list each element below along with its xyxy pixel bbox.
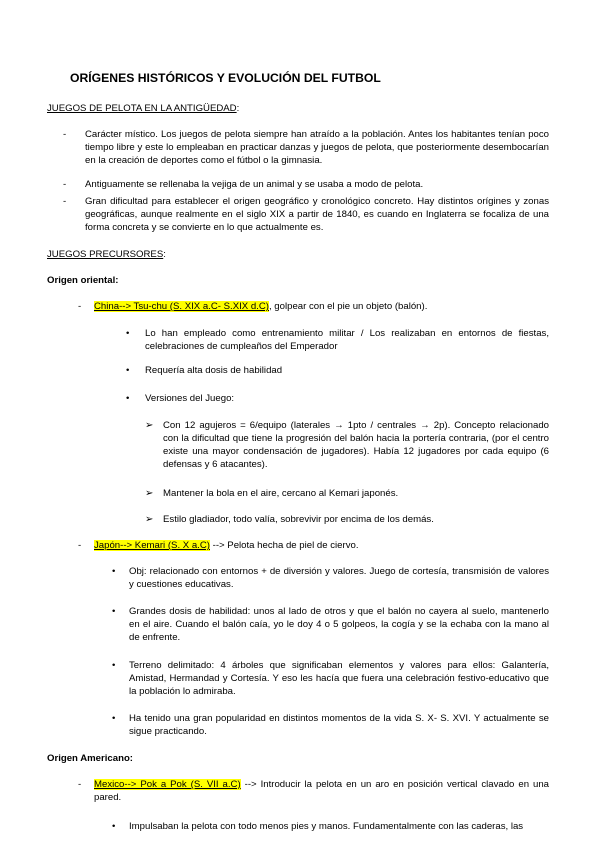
subheading-americano: Origen Americano: <box>47 753 134 764</box>
list-item: Obj: relacionado con entornos + de diversión y valores. Juego de cortesía, transmisión de valores y cuestiones educativas. <box>129 566 549 590</box>
list-item: Gran dificultad para establecer el origen geográfico y cronológico concreto. Hay distintos orígines y zonas geográficas, aunque realmente en el siglo XIX a partir de 1840, es cuando en Inglaterra se focaliza de una forma concreta y se convierte en lo que actualmente es. <box>85 196 549 233</box>
mexico-entry <box>94 778 549 804</box>
entry-description: , golpear con el pie un objeto (balón). <box>268 301 428 312</box>
highlighted-term: China--> Tsu-chu (S. XIX a.C- S.XIX d.C) <box>94 301 269 312</box>
heading-text: JUEGOS PRECURSORES <box>47 249 164 260</box>
bullet-marker: • <box>126 328 130 339</box>
list-item: Requería alta dosis de habilidad <box>145 365 283 376</box>
highlighted-term: Mexico--> Pok a Pok (S. VII a.C) <box>94 779 241 790</box>
entry-description: --> Pelota hecha de piel de ciervo. <box>209 540 359 551</box>
list-item: Ha tenido una gran popularidad en distintos momentos de la vida S. X- S. XVI. Y actualmente se sigue practicando. <box>129 713 549 737</box>
list-item: Antiguamente se rellenaba la vejiga de un animal y se usaba a modo de pelota. <box>85 179 424 190</box>
highlighted-term: Japón--> Kemari (S. X a.C) <box>94 540 210 551</box>
heading-colon: : <box>236 103 240 114</box>
heading-colon: : <box>163 249 166 260</box>
arrow-bullet-icon: ➢ <box>145 420 154 431</box>
dash-marker: - <box>78 301 82 312</box>
dash-marker: - <box>63 129 67 140</box>
bullet-marker: • <box>112 566 116 577</box>
list-item: Versiones del Juego: <box>145 393 235 404</box>
dash-marker: - <box>63 179 67 190</box>
list-item: Con 12 agujeros = 6/equipo (laterales → 1pto / centrales → 2p). Concepto relacionado con la dificultad que tiene la progresión del balón hacia la portería contraria, (por el centro existe una mayor condensación de jugadores). Había 12 jugadores por cada equipo (6 defensas y 6 atacantes). <box>163 420 549 470</box>
bullet-marker: • <box>126 393 130 404</box>
list-item: Terreno delimitado: 4 árboles que significaban elementos y valores para ellos: Galantería, Amistad, Hermandad y Cortesía. Y eso les hacía que fuera una celebración festivo-educativo que la población lo admiraba. <box>129 660 549 697</box>
heading-text: JUEGOS DE PELOTA EN LA ANTIGÜEDAD <box>47 103 237 114</box>
list-item: Mantener la bola en el aire, cercano al Kemari japonés. <box>163 488 399 499</box>
list-item: Grandes dosis de habilidad: unos al lado de otros y que el balón no cayera al suelo, mantenerlo en el aire. Cuando el balón caía, yo le doy 4 o 5 golpeos, la cogía y se la echaba con la mano al de enfrente. <box>129 606 549 643</box>
dash-marker: - <box>78 779 82 790</box>
bullet-marker: • <box>112 713 116 724</box>
bullet-marker: • <box>112 660 116 671</box>
japon-entry <box>94 539 359 552</box>
section-heading-antiguedad <box>47 102 239 115</box>
dash-marker: - <box>63 196 67 207</box>
entry-description: --> Introducir la pelota en un aro en posición vertical clavado en una pared. <box>94 779 549 803</box>
bullet-marker: • <box>112 821 116 832</box>
bullet-marker: • <box>126 365 130 376</box>
list-item: Estilo gladiador, todo valía, sobrevivir por encima de los demás. <box>163 514 434 525</box>
arrow-bullet-icon: ➢ <box>145 488 154 499</box>
list-item: Impulsaban la pelota con todo menos pies y manos. Fundamentalmente con las caderas, las <box>129 821 524 832</box>
list-item: Carácter místico. Los juegos de pelota siempre han atraído a la población. Antes los habitantes tenían poco tiempo libre y este lo empleaban en practicar danzas y juegos de pelota, que posteriormente desembocarían en la creación de deportes como el fútbol o la gimnasia. <box>85 129 549 166</box>
section-heading-precursores <box>47 248 166 261</box>
bullet-marker: • <box>112 606 116 617</box>
arrow-bullet-icon: ➢ <box>145 514 154 525</box>
page-title: ORÍGENES HISTÓRICOS Y EVOLUCIÓN DEL FUTBOL <box>70 71 381 85</box>
list-item: Lo han empleado como entrenamiento militar / Los realizaban en entornos de fiestas, celebraciones de cumpleaños del Emperador <box>145 328 549 352</box>
china-entry <box>94 300 427 313</box>
dash-marker: - <box>78 540 82 551</box>
subheading-oriental: Origen oriental: <box>47 275 119 286</box>
